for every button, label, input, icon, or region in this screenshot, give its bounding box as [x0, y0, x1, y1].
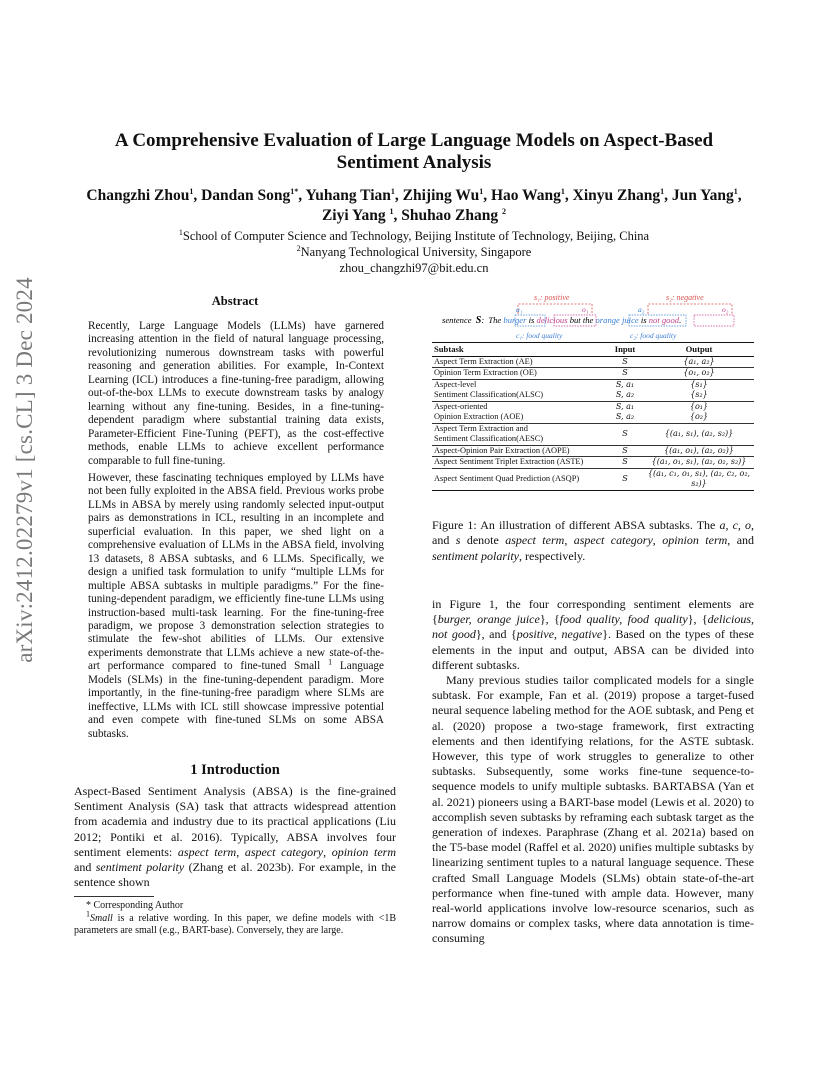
right-column-body: [432, 597, 754, 947]
arxiv-identifier: arXiv:2412.02279v1 [cs.CL] 3 Dec 2024: [12, 277, 37, 663]
abstract-heading: Abstract: [211, 294, 259, 308]
author-list: Changzhi Zhou$^1$, Dandan Song$^{1*}$, Yuhang Tian$^1$, Zhijing Wu$^1$, Hao Wang$^1$, Xinyu Zhang$^1$, Jun Yang$^1$, Ziyi Yang $^1$, Shuhao Zhang $^2$: [86, 186, 742, 224]
table-row: Aspect Sentiment Quad Prediction (ASQP) S {(a₁, c₁, o₁, s₁), (a₂, c₂, o₂, s₂)}: [432, 468, 754, 490]
author: Dandan Song: [201, 187, 291, 204]
aspect-marker-1: a₁: [516, 305, 523, 314]
affiliations: [74, 228, 754, 276]
table-row: Aspect Sentiment Triplet Extraction (ASTE) S {(a₁, o₁, s₁), (a₂, o₂, s₂)}: [432, 457, 754, 469]
figure-caption: Figure 1: An illustration of different ABSA subtasks. The a, c, o, and s denote aspect term, aspect category, opinion term, and sentiment polarity, respectively.: [432, 518, 755, 563]
sentiment-bracket-1: [518, 304, 592, 314]
example-sentence-diagram: [432, 290, 754, 342]
intro-paragraph: Aspect-Based Sentiment Analysis (ABSA) is the fine-grained Sentiment Analysis (SA) task that attracts widespread attention from academia and industry due to its practical applications (Liu 2012; Pontiki et al. 2016). Typically, ABSA involves four sentiment elements: aspect term, aspect category, opinion term and sentiment polarity (Zhang et al. 2023b). For example, in the sentence shown: [74, 784, 396, 890]
example-sentence: sentence S: The burger is delicious but the orange juice is not good.: [442, 315, 682, 326]
abstract-paragraph: Recently, Large Language Models (LLMs) have garnered increasing attention in the field of natural language processing, revolutionizing numerous downstream tasks with powerful reasoning and generation abilities. For example, In-Context Learning (ICL) introduces a fine-tuning-free paradigm, allowing out-of-the-box LLMs to execute downstream tasks by analogy learning without any fine-tuning. Besides, in a fine-tuning-dependent paradigm where substantial training data exists, Parameter-Efficient Fine-Tuning (PEFT), as the cost-effective methods, enable LLMs to achieve excellent performance comparable to full fine-tuning.: [88, 320, 384, 467]
table-row: Aspect Term Extraction and Sentiment Classification(AESC) S {(a₁, s₁), (a₂, s₂)}: [432, 423, 754, 445]
author: Ziyi Yang: [321, 207, 386, 224]
table-row: Aspect-oriented S, a₁ {o₁}: [434, 401, 709, 411]
footnote-divider: [74, 896, 154, 897]
footnote-corresponding: * Corresponding Author: [86, 900, 184, 911]
opinion-marker-1: o₁: [582, 305, 589, 314]
author: Jun Yang: [671, 187, 734, 204]
opinion-box-2: [694, 315, 734, 326]
author: Xinyu Zhang: [572, 187, 661, 204]
affiliation-1: $^1$School of Computer Science and Technology, Beijing Institute of Technology, Beijing, China: [178, 227, 650, 243]
author: Shuhao Zhang: [401, 207, 499, 224]
table-row: Opinion Extraction (AOE) S, a₂ {o₂}: [432, 412, 754, 423]
table-header: Subtask Input Output: [432, 343, 754, 357]
sentiment-bracket-2: [648, 304, 732, 314]
subtask-table: [432, 342, 754, 491]
footnote-1: $^1$Small is a relative wording. In this paper, we define models with <1B parameters are small (e.g., BART-base). Conversely, they are large.: [74, 909, 396, 936]
table-row: Aspect-Opinion Pair Extraction (AOPE) S {(a₁, o₁), (a₂, o₂)}: [432, 445, 754, 457]
body-paragraph: in Figure 1, the four corresponding sentiment elements are {burger, orange juice}, {food quality, food quality}, {delicious, not good}, and {positive, negative}. Based on the types of these elements in the input and output, ABSA can be divided into different subtasks.: [432, 597, 754, 672]
section-heading: 1 Introduction: [190, 762, 280, 778]
title-line-2: Sentiment Analysis: [336, 152, 492, 173]
table-row: Aspect Term Extraction (AE) S {a₁, a₂}: [432, 356, 754, 368]
table-row: Opinion Term Extraction (OE) S {o₁, o₂}: [432, 368, 754, 380]
category-label-2: c₂: food quality: [630, 331, 677, 340]
paper-title: [80, 130, 748, 174]
category-label-1: c₁: food quality: [516, 331, 563, 340]
sentiment-label-2: s₂: negative: [666, 293, 704, 302]
sentiment-label-1: s₁: positive: [534, 293, 570, 302]
opinion-marker-2: o₂: [722, 305, 729, 314]
author: Zhijing Wu: [402, 187, 480, 204]
abstract-body: [88, 320, 384, 741]
abstract-paragraph: However, these fascinating techniques employed by LLMs have not been fully exploited in the ABSA field. Previous works probe LLMs in ABSA by merely using randomly selected input-output pairs as demonstrations in ICL, resulting in an incomplete and superficial evaluation. In this paper, we shed light on a comprehensive evaluation of LLMs in the ABSA field, involving 13 datasets, 8 ABSA subtasks, and 6 LLMs. Specifically, we design a unified task formulation to unify “multiple LLMs for multiple ABSA subtasks in multiple paradigms.” For the fine-tuning-dependent paradigm, we efficiently fine-tune LLMs using instruction-based multi-task learning. For the fine-tuning-free paradigm, we propose 3 demonstration selection strategies to stimulate the few-shot abilities of LLMs. Our extensive experiments demonstrate that LLMs achieve a new state-of-the-art performance compared to fine-tuned Small $^1$ Language Models (SLMs) in the fine-tuning-dependent paradigm. More importantly, in the fine-tuning-free paradigm where SLMs are ineffective, LLMs with ICL still showcase impressive potential and even compete with fine-tuned SLMs on some ABSA subtasks.: [88, 471, 384, 740]
footnotes: [74, 900, 396, 938]
aspect-marker-2: a₂: [638, 305, 645, 314]
author: Hao Wang: [490, 187, 561, 204]
email[interactable]: zhou_changzhi97@bit.edu.cn: [339, 261, 489, 275]
footnote-ref[interactable]: 1: [328, 657, 333, 667]
table-row: Aspect-level S, a₁ {s₁}: [434, 379, 708, 389]
author: Changzhi Zhou: [86, 187, 190, 204]
author: Yuhang Tian: [305, 187, 391, 204]
body-paragraph: Many previous studies tailor complicated models for a single subtask. For example, Fan et al. (2019) propose a target-fused neural sequence labeling method for the AOE subtask, and Peng et al. (2020) propose a two-stage framework, first extracting elements and then identifying relations, for the ASTE subtask. However, this type of work struggles to generalize to other subtasks. Subsequently, some works fine-tune sequence-to-sequence models to unify multiple subtasks. BARTABSA (Yan et al. 2021) pioneers using a BART-base model (Lewis et al. 2020) to accomplish seven subtasks by reframing each subtask target as the generation of indexes. Paraphrase (Zhang et al. 2021a) based on the T5-base model (Raffel et al. 2020) unifies multiple subtasks by linearizing sentiment tuples to a natural language sequence. These crafted Small Language Models (SLMs) obtain state-of-the-art performance when fine-tuned with ample data. However, many real-world applications involve low-resource scenarios, such as narrow domains or complex tasks, where data annotation is time-consuming: [432, 673, 754, 946]
table-row: Sentiment Classification(ALSC) S, a₂ {s₂}: [432, 390, 754, 401]
title-line-1: A Comprehensive Evaluation of Large Language Models on Aspect-Based: [114, 130, 714, 151]
affiliation-2: $^2$Nanyang Technological University, Singapore: [296, 243, 532, 259]
